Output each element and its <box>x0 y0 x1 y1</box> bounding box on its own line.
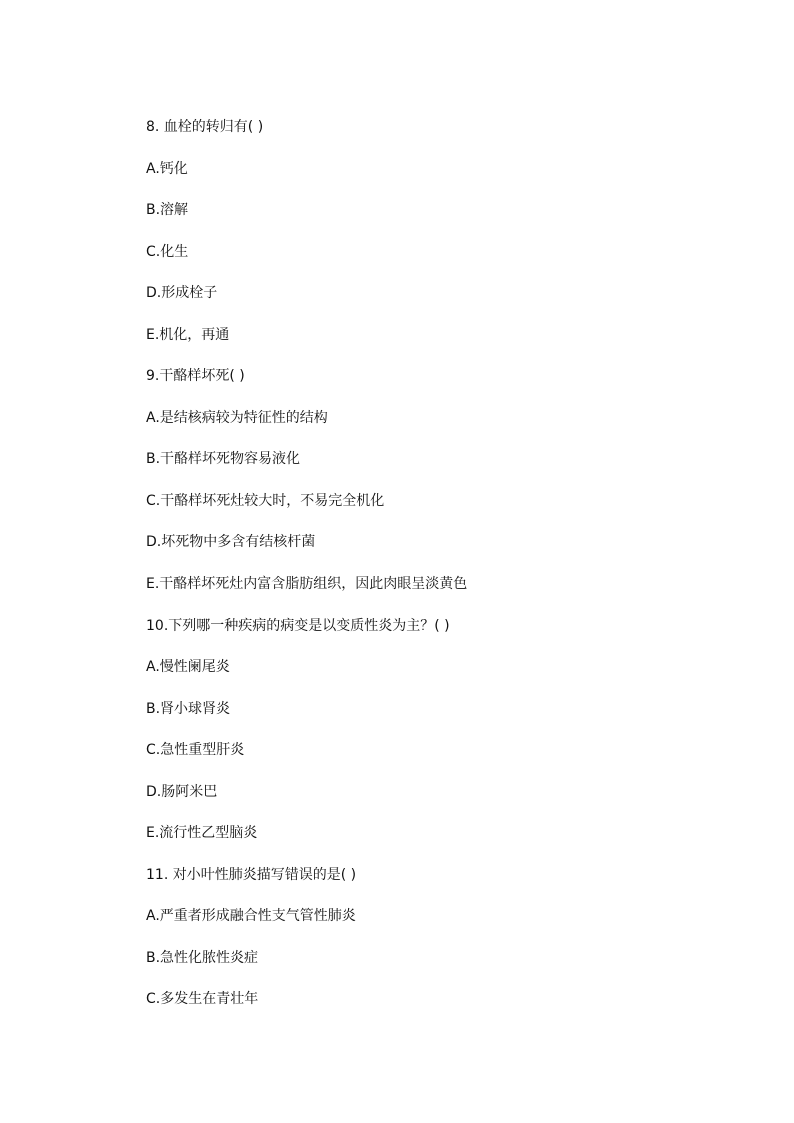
question-8-prompt: 8. 血栓的转归有( ) <box>146 119 264 135</box>
question-9-option-d: D.坏死物中多含有结核杆菌 <box>146 534 316 551</box>
question-10-option-a: A.慢性阑尾炎 <box>146 659 230 676</box>
question-8-option-e: E.机化，再通 <box>146 326 230 343</box>
question-10-option-b: B.肾小球肾炎 <box>146 700 231 717</box>
question-9-option-e: E.干酪样坏死灶内富含脂肪组织，因此肉眼呈淡黄色 <box>146 576 468 593</box>
question-11-prompt: 11. 对小叶性肺炎描写错误的是( ) <box>146 866 357 883</box>
question-10-option-c: C.急性重型肝炎 <box>146 742 245 759</box>
question-11-option-b: B.急性化脓性炎症 <box>146 949 259 966</box>
question-10-option-d: D.肠阿米巴 <box>146 783 218 800</box>
question-10-prompt: 10.下列哪一种疾病的病变是以变质性炎为主？( ) <box>146 617 450 634</box>
question-content <box>146 117 706 1031</box>
question-9-option-c: C.干酪样坏死灶较大时，不易完全机化 <box>146 492 385 509</box>
question-8-option-a: A.钙化 <box>146 160 188 177</box>
question-11-option-c: C.多发生在青壮年 <box>146 991 259 1008</box>
question-9-option-b: B.干酪样坏死物容易液化 <box>146 451 301 468</box>
question-10-option-e: E.流行性乙型脑炎 <box>146 825 258 842</box>
question-11-option-a: A.严重者形成融合性支气管性肺炎 <box>146 908 356 925</box>
question-8-option-b: B.溶解 <box>146 202 189 219</box>
question-9-option-a: A.是结核病较为特征性的结构 <box>146 409 328 426</box>
question-8-option-c: C.化生 <box>146 243 189 260</box>
question-8-option-d: D.形成栓子 <box>146 285 218 302</box>
question-9-prompt: 9.干酪样坏死( ) <box>146 368 245 385</box>
